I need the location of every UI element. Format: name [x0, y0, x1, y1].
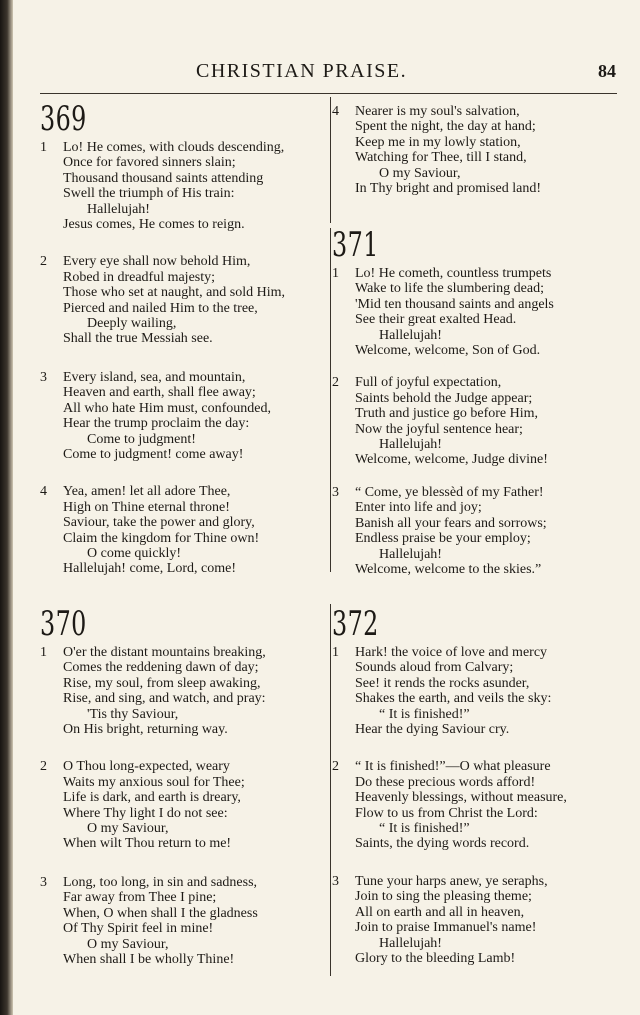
verse	[332, 104, 622, 196]
verse-line: “ It is finished!”	[379, 821, 470, 837]
verse-line: Rise, and sing, and watch, and pray:	[63, 691, 266, 707]
verse	[332, 759, 622, 851]
verse-line: Life is dark, and earth is dreary,	[63, 790, 241, 806]
verse-line: Yea, amen! let all adore Thee,	[63, 484, 231, 500]
verse-line: Comes the reddening dawn of day;	[63, 660, 259, 676]
verse-line: Long, too long, in sin and sadness,	[63, 874, 258, 890]
verse	[40, 759, 330, 851]
verse-line: Tune your harps anew, ye seraphs,	[355, 873, 548, 889]
verse-line: See their great exalted Head.	[355, 312, 517, 328]
verse-number: 2	[332, 375, 339, 391]
verse-line: All who hate Him must, confounded,	[63, 400, 272, 416]
verse	[332, 375, 622, 467]
verse-line: Saints behold the Judge appear;	[355, 390, 533, 406]
verse-line: “ It is finished!”—O what pleasure	[355, 759, 551, 775]
verse-line: O come quickly!	[87, 545, 182, 561]
verse-line: Those who set at naught, and sold Him,	[63, 285, 286, 301]
verse-line: On His bright, returning way.	[63, 722, 228, 738]
verse-line: Hallelujah!	[379, 327, 442, 343]
verse-line: Hallelujah!	[379, 546, 442, 562]
verse-line: O my Saviour,	[87, 936, 169, 952]
verse-line: Hear the trump proclaim the day:	[63, 416, 250, 432]
column-divider	[330, 604, 331, 976]
verse	[40, 370, 330, 462]
verse-line: When wilt Thou return to me!	[63, 836, 232, 852]
verse-line: Thousand thousand saints attending	[63, 170, 264, 186]
verse	[332, 874, 622, 966]
verse-line: Hark! the voice of love and mercy	[355, 645, 548, 660]
verse-line: Where Thy light I do not see:	[63, 805, 228, 821]
verse-line: Wake to life the slumbering dead;	[355, 281, 544, 297]
verse-line: Hallelujah!	[379, 935, 442, 951]
hymn-number: 370	[40, 604, 87, 644]
verse-line: Robed in dreadful majesty;	[63, 269, 216, 285]
verse	[40, 140, 330, 232]
verse-line: In Thy bright and promised land!	[355, 181, 541, 197]
verse-line: Jesus comes, He comes to reign.	[63, 217, 245, 233]
verse-line: Now the joyful sentence hear;	[355, 421, 523, 437]
verse-number: 3	[40, 369, 47, 385]
verse-line: Hallelujah! come, Lord, come!	[63, 561, 236, 577]
verse-number: 2	[40, 759, 47, 775]
verse-line: Sounds aloud from Calvary;	[355, 660, 514, 676]
verse-line: Of Thy Spirit feel in mine!	[63, 921, 214, 937]
verse-line: Join to sing the pleasing theme;	[355, 889, 532, 905]
verse-line: Watching for Thee, till I stand,	[355, 150, 527, 166]
verse-line: Full of joyful expectation,	[355, 375, 502, 391]
verse-line: Join to praise Immanuel's name!	[355, 920, 537, 936]
verse-number: 1	[332, 266, 339, 281]
verse	[332, 485, 622, 577]
hymn-number: 369	[40, 99, 87, 139]
verse-line: Nearer is my soul's salvation,	[355, 104, 520, 119]
verse-line: Hallelujah!	[87, 201, 150, 217]
verse	[40, 875, 330, 967]
verse-line: Welcome, welcome, Son of God.	[355, 343, 541, 359]
verse-line: Lo! He comes, with clouds descending,	[63, 140, 285, 155]
verse-line: Truth and justice go before Him,	[355, 406, 539, 422]
verse-line: Shall the true Messiah see.	[63, 331, 213, 347]
hymn	[332, 605, 622, 966]
verse-line: Welcome, welcome, Judge divine!	[355, 452, 548, 468]
verse-number: 2	[332, 759, 339, 775]
verse-number: 4	[332, 104, 339, 119]
verse-line: All on earth and all in heaven,	[355, 904, 525, 920]
verse-number: 4	[40, 484, 47, 500]
verse-line: Flow to us from Christ the Lord:	[355, 805, 538, 821]
verse-line: Glory to the bleeding Lamb!	[355, 950, 516, 966]
verse-line: Lo! He cometh, countless trumpets	[355, 266, 552, 281]
hymn	[332, 226, 622, 577]
verse-line: Enter into life and joy;	[355, 500, 482, 516]
verse-line: Swell the triumph of His train:	[63, 186, 235, 202]
verse-line: Come to judgment! come away!	[63, 446, 244, 462]
verse-line: See! it rends the rocks asunder,	[355, 675, 530, 691]
verse-line: O my Saviour,	[379, 165, 461, 181]
verse-line: 'Mid ten thousand saints and angels	[355, 296, 554, 312]
verse-line: Waits my anxious soul for Thee;	[63, 774, 245, 790]
verse-line: Every eye shall now behold Him,	[63, 254, 251, 270]
verse-line: O'er the distant mountains breaking,	[63, 645, 266, 660]
verse-line: Shakes the earth, and veils the sky:	[355, 691, 552, 707]
verse-number: 1	[40, 645, 47, 660]
verse-line: Deeply wailing,	[87, 316, 177, 332]
verse-line: Once for favored sinners slain;	[63, 155, 236, 171]
verse-line: Far away from Thee I pine;	[63, 890, 217, 906]
verse-line: Welcome, welcome to the skies.”	[355, 561, 542, 577]
verse-line: Heavenly blessings, without measure,	[355, 790, 567, 806]
verse	[40, 484, 330, 576]
verse-line: Saints, the dying words record.	[355, 836, 530, 852]
verse-line: Claim the kingdom for Thine own!	[63, 530, 260, 546]
verse-line: When shall I be wholly Thine!	[63, 951, 235, 967]
verse-line: Hallelujah!	[379, 437, 442, 453]
verse	[332, 266, 622, 358]
column-divider	[330, 97, 331, 223]
verse-line: High on Thine eternal throne!	[63, 499, 230, 515]
hymn	[40, 605, 330, 967]
verse-number: 3	[332, 873, 339, 889]
verse-line: Spent the night, the day at hand;	[355, 119, 536, 135]
hymn	[332, 104, 622, 196]
header-rule	[40, 93, 617, 94]
running-title: CHRISTIAN PRAISE.	[196, 60, 408, 82]
verse-number: 3	[40, 874, 47, 890]
verse-number: 1	[332, 645, 339, 660]
verse	[40, 254, 330, 346]
page-number: 84	[598, 61, 616, 81]
verse-number: 1	[40, 140, 47, 155]
page-header	[40, 58, 620, 88]
verse-line: Every island, sea, and mountain,	[63, 369, 246, 385]
verse-line: “ It is finished!”	[379, 706, 470, 722]
verse-line: Do these precious words afford!	[355, 774, 536, 790]
verse-line: When, O when shall I the gladness	[63, 905, 258, 921]
verse-line: Banish all your fears and sorrows;	[355, 515, 547, 531]
verse-line: Keep me in my lowly station,	[355, 134, 521, 150]
verse-line: Saviour, take the power and glory,	[63, 515, 255, 531]
verse-number: 2	[40, 254, 47, 270]
hymn-number: 371	[332, 225, 379, 265]
verse-line: Endless praise be your employ;	[355, 531, 531, 547]
hymn-number: 372	[332, 604, 379, 644]
verse-line: Heaven and earth, shall flee away;	[63, 385, 256, 401]
verse-line: O Thou long-expected, weary	[63, 759, 230, 775]
verse	[332, 645, 622, 737]
verse-line: O my Saviour,	[87, 821, 169, 837]
verse-line: Rise, my soul, from sleep awaking,	[63, 675, 261, 691]
verse-number: 3	[332, 484, 339, 500]
column-divider	[330, 228, 331, 572]
verse-line: Hear the dying Saviour cry.	[355, 722, 510, 738]
verse-line: Pierced and nailed Him to the tree,	[63, 300, 258, 316]
book-spine-shadow	[0, 0, 13, 1015]
verse-line: “ Come, ye blessèd of my Father!	[355, 484, 544, 500]
verse-line: 'Tis thy Saviour,	[87, 706, 179, 722]
verse-line: Come to judgment!	[87, 431, 196, 447]
verse	[40, 645, 330, 737]
hymn	[40, 100, 330, 577]
